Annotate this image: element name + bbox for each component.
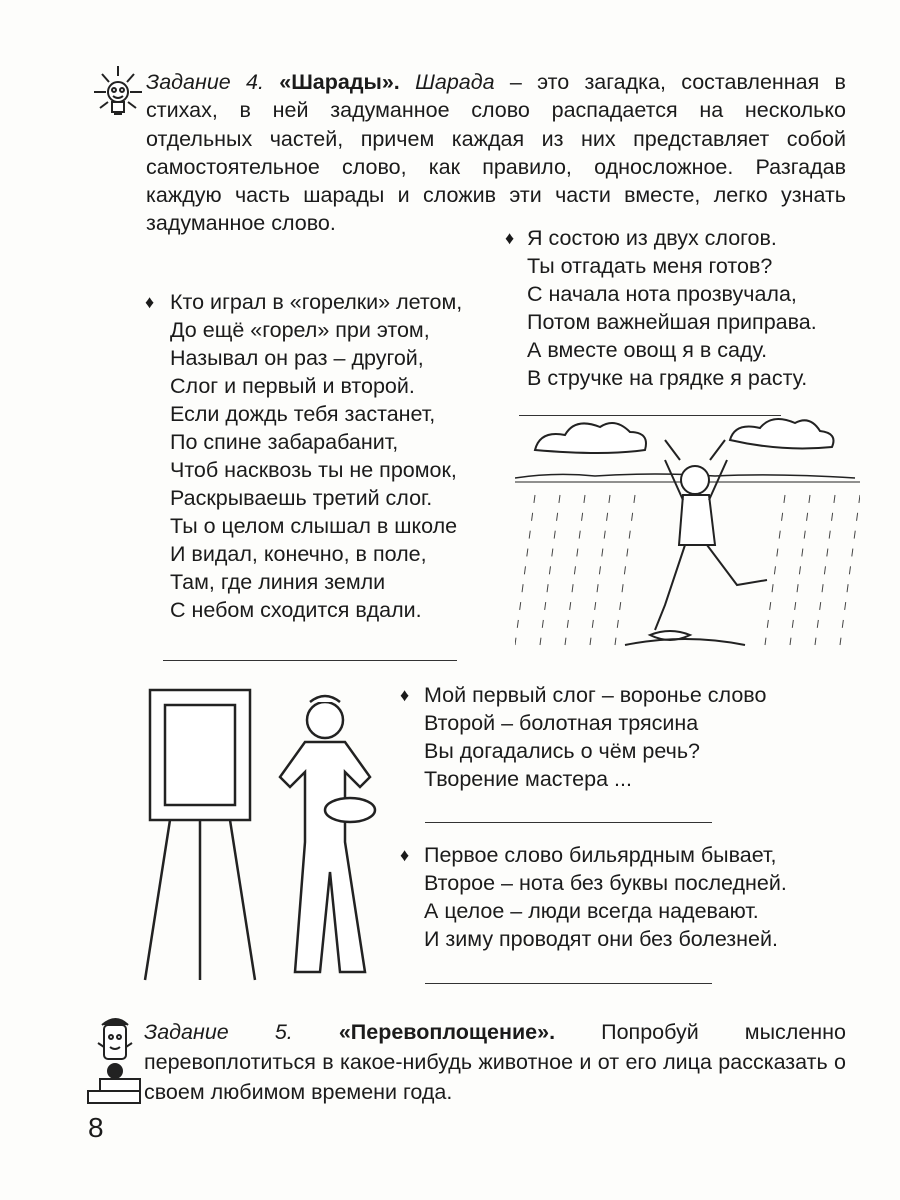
bullet-diamond-icon: ♦ — [400, 845, 410, 865]
task5-label: Задание 5. — [144, 1020, 293, 1044]
riddle-line: А вместе овощ я в саду. — [527, 338, 768, 362]
task4-text: – это загадка, составленная в стихах, в ней задуманное слово распадается на несколько отдельных частей, причем каждая из них представляет собой самостоятельное слово, как правило, односложное. Разгадав каждую часть шарады и сложив эти части вместе, легко узнать задуманное слово. — [146, 70, 846, 236]
bullet-diamond-icon: ♦ — [145, 292, 155, 312]
task5-text-block — [144, 1017, 846, 1107]
riddle-2 — [527, 224, 817, 392]
task4-label: Задание 4. — [146, 70, 264, 94]
riddle-line: Кто играл в «горелки» летом, — [170, 290, 463, 314]
task4-term: Шарада — [415, 70, 495, 94]
riddle-line: Творение мастера ... — [424, 767, 632, 791]
bullet-diamond-icon: ♦ — [505, 228, 515, 248]
task4-title: «Шарады». — [279, 70, 400, 94]
riddle-line: По спине забарабанит, — [170, 430, 399, 454]
answer-line-3[interactable] — [425, 822, 712, 823]
bullet-diamond-icon: ♦ — [400, 685, 410, 705]
task5-title: «Перевоплощение». — [338, 1020, 556, 1044]
riddle-line: До ещё «горел» при этом, — [170, 318, 430, 342]
answer-line-1[interactable] — [163, 660, 457, 661]
lightbulb-icon — [90, 62, 146, 130]
riddle-line: И видал, конечно, в поле, — [170, 542, 427, 566]
riddle-line: Слог и первый и второй. — [170, 374, 415, 398]
riddle-1 — [170, 288, 462, 624]
riddle-line: Ты о целом слышал в школе — [170, 514, 458, 538]
riddle-line: Если дождь тебя застанет, — [170, 402, 436, 426]
rain-boy-illustration — [515, 400, 860, 670]
painter-illustration — [140, 680, 385, 990]
character-on-pedestal-icon — [86, 1015, 144, 1107]
riddle-line: А целое – люди всегда надевают. — [424, 899, 759, 923]
riddle-line: С начала нота прозвучала, — [527, 282, 797, 306]
riddle-line: В стручке на грядке я расту. — [527, 366, 808, 390]
riddle-line: Мой первый слог – воронье слово — [424, 683, 767, 707]
task5-text: Попробуй мысленно перевоплотиться в какое-нибудь животное и от его лица рассказать о своем любимом времени года. — [144, 1020, 846, 1104]
riddle-line: Первое слово бильярдным бывает, — [424, 843, 777, 867]
riddle-line: Второй – болотная трясина — [424, 711, 699, 735]
answer-line-4[interactable] — [425, 983, 712, 984]
riddle-line: Ты отгадать меня готов? — [527, 254, 773, 278]
page-number: 8 — [88, 1112, 104, 1143]
riddle-line: С небом сходится вдали. — [170, 598, 422, 622]
riddle-line: Потом важнейшая приправа. — [527, 310, 817, 334]
riddle-line: Второе – нота без буквы последней. — [424, 871, 787, 895]
riddle-3 — [424, 681, 766, 793]
riddle-line: Раскрываешь третий слог. — [170, 486, 433, 510]
riddle-line: Я состою из двух слогов. — [527, 226, 777, 250]
riddle-line: Там, где линия земли — [170, 570, 386, 594]
riddle-line: Вы догадались о чём речь? — [424, 739, 700, 763]
riddle-line: Называл он раз – другой, — [170, 346, 424, 370]
riddle-4 — [424, 841, 787, 953]
riddle-line: Чтоб насквозь ты не промок, — [170, 458, 457, 482]
task4-intro — [146, 68, 846, 238]
riddle-line: И зиму проводят они без болезней. — [424, 927, 778, 951]
